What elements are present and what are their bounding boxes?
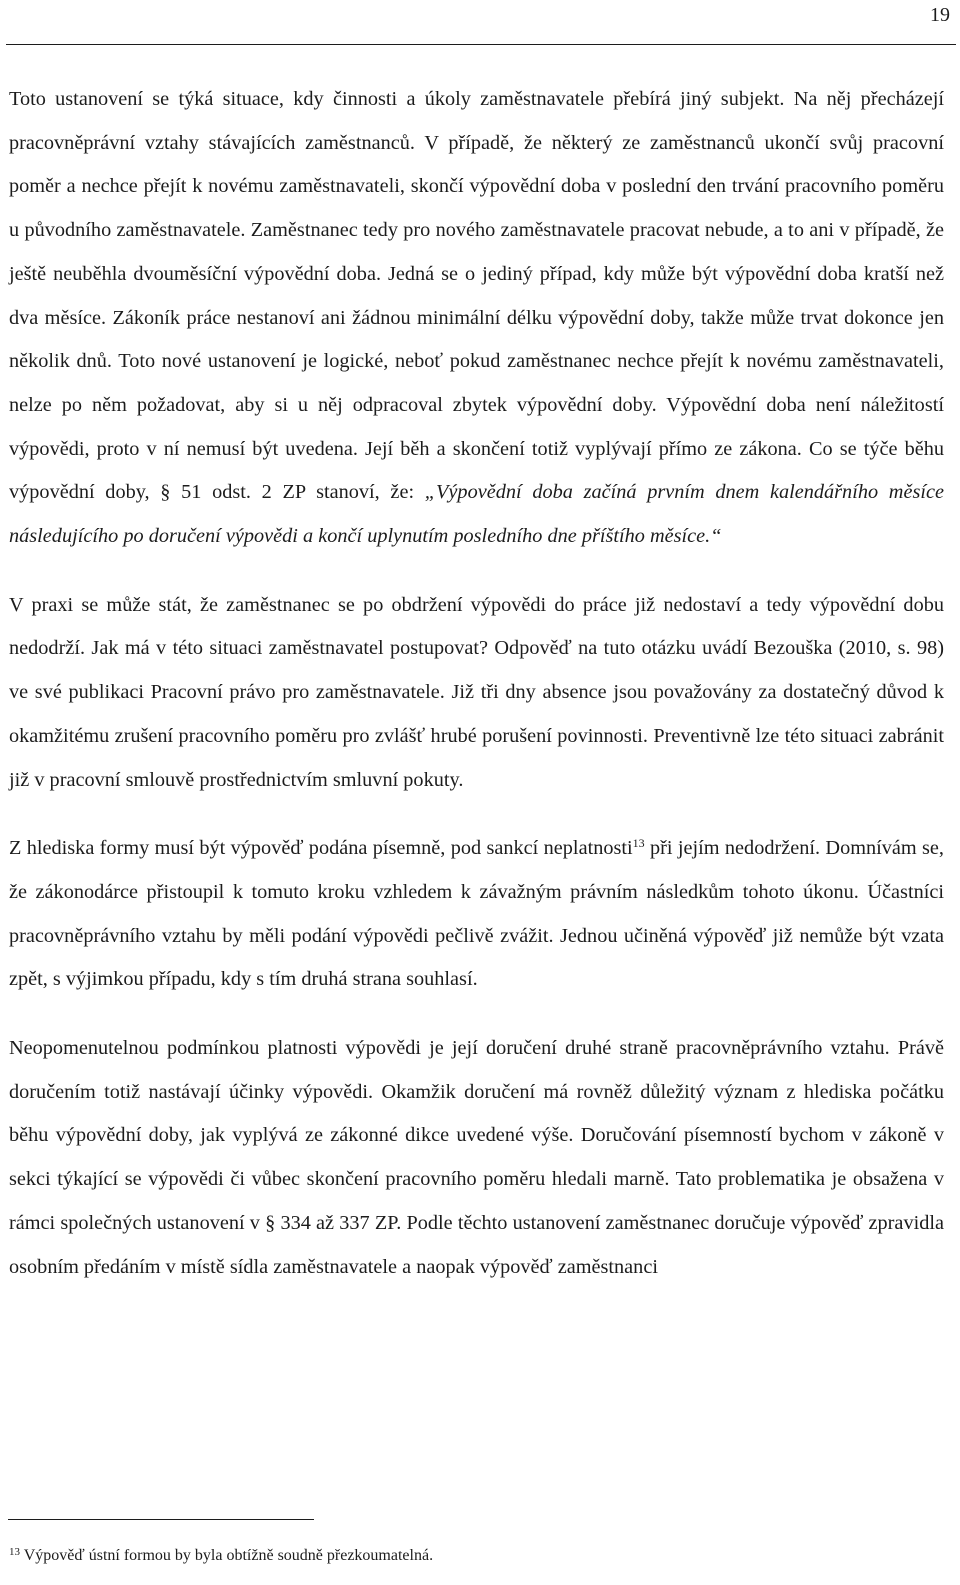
paragraph-3-text-after: při jejím nedodržení. Domnívám se, že zákonodárce přistoupil k tomuto kroku vzhledem k závažným právním následkům tohoto úkonu. Účastníci pracovněprávního vztahu by měli podání výpovědi pečlivě zvážit. Jednou učiněná výpověď již nemůže být vzata zpět, s výjimkou případu, kdy s tím druhá strana souhlasí.: [9, 837, 944, 991]
statute-quote: „Výpovědní doba začíná prvním dnem kalendářního měsíce následujícího po doručení výpovědi a končí uplynutím posledního dne příštího měsíce.“: [9, 481, 944, 548]
paragraph-4: Neopomenutelnou podmínkou platnosti výpovědi je její doručení druhé straně pracovněprávního vztahu. Právě doručením totiž nastávají účinky výpovědi. Okamžik doručení má rovněž důležitý význam z hlediska počátku běhu výpovědní doby, jak vyplývá ze zákonné dikce uvedené výše. Doručování písemností bychom v zákoně v sekci týkající se výpovědi či vůbec skončení pracovního poměru hledali marně. Tato problematika je obsažena v rámci společných ustanovení v § 334 až 337 ZP. Podle těchto ustanovení zaměstnanec doručuje výpověď zpravidla osobním předáním v místě sídla zaměstnavatele a naopak výpověď zaměstnanci: [9, 1037, 944, 1278]
paragraph-1: [9, 78, 944, 559]
paragraph-2: V praxi se může stát, že zaměstnanec se po obdržení výpovědi do práce již nedostaví a tedy výpovědní dobu nedodrží. Jak má v této situaci zaměstnavatel postupovat? Odpověď na tuto otázku uvádí Bezouška (2010, s. 98) ve své publikaci Pracovní právo pro zaměstnavatele. Již tři dny absence jsou považovány za dostatečný důvod k okamžitému zrušení pracovního poměru pro zvlášť hrubé porušení povinnosti. Preventivně lze této situaci zabránit již v pracovní smlouvě prostřednictvím smluvní pokuty.: [9, 593, 944, 791]
footnote-reference[interactable]: 13: [632, 836, 645, 851]
header-divider: [6, 44, 956, 45]
paragraph-3: [9, 827, 944, 1002]
footnote-divider: [8, 1519, 314, 1520]
paragraph-3-text-before: Z hlediska formy musí být výpověď podána písemně, pod sankcí neplatnosti: [9, 837, 633, 860]
body-text: [9, 78, 944, 1314]
footnote-text: Výpověď ústní formou by byla obtížně soudně přezkoumatelná.: [20, 1547, 434, 1564]
footnote: [9, 1545, 433, 1567]
paragraph-1-text: Toto ustanovení se týká situace, kdy činnosti a úkoly zaměstnavatele přebírá jiný subjekt. Na něj přecházejí pracovněprávní vztahy stávajících zaměstnanců. V případě, že některý ze zaměstnanců ukončí svůj pracovní poměr a nechce přejít k novému zaměstnavateli, skončí výpovědní doba v poslední den trvání pracovního poměru u původního zaměstnavatele. Zaměstnanec tedy pro nového zaměstnavatele pracovat nebude, a to ani v případě, že ještě neuběhla dvouměsíční výpovědní doba. Jedná se o jediný případ, kdy může být výpovědní doba kratší než dva měsíce. Zákoník práce nestanoví ani žádnou minimální délku výpovědní doby, takže může trvat dokonce jen několik dnů. Toto nové ustanovení je logické, neboť pokud zaměstnanec nechce přejít k novému zaměstnavateli, nelze po něm požadovat, aby si u něj odpracoval zbytek výpovědní doby. Výpovědní doba není náležitostí výpovědi, proto v ní nemusí být uvedena. Její běh a skončení totiž vyplývají přímo ze zákona. Co se týče běhu výpovědní doby, § 51 odst. 2 ZP stanoví, že:: [9, 88, 944, 504]
footnote-mark: 13: [9, 1546, 20, 1558]
page-number: 19: [930, 4, 950, 26]
